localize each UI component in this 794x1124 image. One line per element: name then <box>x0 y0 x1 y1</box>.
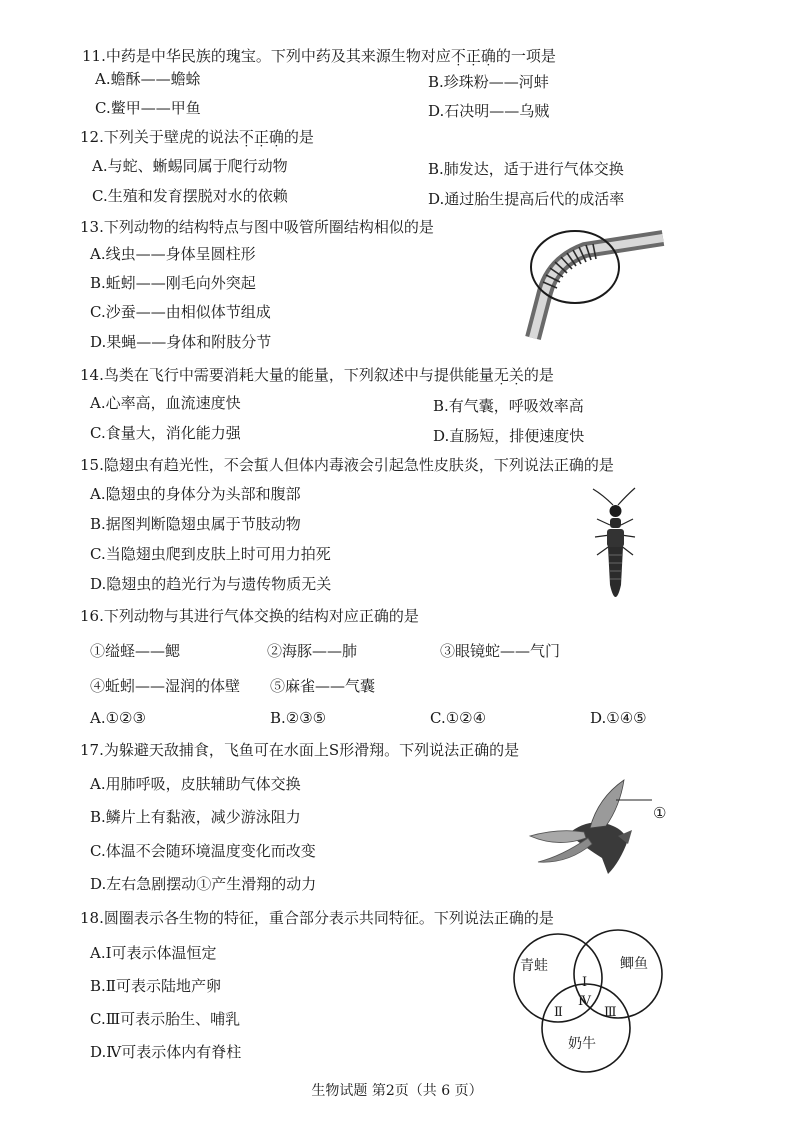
q16-item-3: ③眼镜蛇——气门 <box>440 642 561 660</box>
q16-option-a: A.①②③ <box>90 709 146 727</box>
q11-emphasis <box>451 47 496 65</box>
q12-option-a: A.与蛇、蜥蜴同属于爬行动物 <box>92 157 288 175</box>
q14-option-b: B.有气囊，呼吸效率高 <box>433 397 584 415</box>
emphasis-char: 正 <box>465 47 481 65</box>
venn-label-frog: 青蛙 <box>520 958 548 974</box>
q15-option-c: C.当隐翅虫爬到皮肤上时可用力拍死 <box>90 545 331 563</box>
q13-option-d: D.果蝇——身体和附肢分节 <box>90 333 272 351</box>
q16-item-4: ④蚯蚓——湿润的体壁 <box>90 677 241 695</box>
emphasis-char: 确 <box>268 128 284 146</box>
q18-option-a: A.Ⅰ可表示体温恒定 <box>90 944 217 962</box>
q15-option-b: B.据图判断隐翅虫属于节肢动物 <box>90 515 301 533</box>
rove-beetle-figure <box>585 485 645 610</box>
q16-option-c: C.①②④ <box>430 709 487 727</box>
emphasis-char: 正 <box>253 128 269 146</box>
flying-fish-figure <box>528 778 678 884</box>
q17-option-c: C.体温不会随环境温度变化而改变 <box>90 842 316 860</box>
emphasis-char: 关 <box>508 366 524 384</box>
venn-region-4: Ⅳ <box>578 994 591 1009</box>
q17-stem: 17.为躲避天敌捕食，飞鱼可在水面上S形滑翔。下列说法正确的是 <box>80 741 520 759</box>
page-footer: 生物试题 第2页（共 6 页） <box>311 1083 483 1099</box>
q17-option-b: B.鳞片上有黏液，减少游泳阻力 <box>90 808 301 826</box>
q16-item-2: ②海豚——肺 <box>267 642 358 660</box>
venn-region-3: Ⅲ <box>604 1005 617 1020</box>
q15-option-a: A.隐翅虫的身体分为头部和腹部 <box>90 485 301 503</box>
q12-option-b: B.肺发达，适于进行气体交换 <box>428 160 624 178</box>
q11-option-c: C.鳖甲——甲鱼 <box>95 99 201 117</box>
q12-option-c: C.生殖和发育摆脱对水的依赖 <box>92 187 288 205</box>
venn-region-1: Ⅰ <box>582 975 588 990</box>
q16-stem: 16.下列动物与其进行气体交换的结构对应正确的是 <box>80 607 419 625</box>
q14-emphasis <box>494 366 524 384</box>
venn-diagram <box>510 930 670 1075</box>
q11-stem: 11.中药是中华民族的瑰宝。下列中药及其来源生物对应不正确的一项是 <box>82 47 556 65</box>
emphasis-char: 无 <box>493 366 509 384</box>
highlight-circle <box>531 231 619 303</box>
q13-option-b: B.蚯蚓——刚毛向外突起 <box>90 274 256 292</box>
q12-stem: 12.下列关于壁虎的说法不正确的是 <box>80 128 314 146</box>
q16-option-d: D.①④⑤ <box>590 709 647 727</box>
straw-figure <box>515 222 665 342</box>
q17-option-d: D.左右急剧摆动①产生滑翔的动力 <box>90 875 317 893</box>
q17-option-a: A.用肺呼吸，皮肤辅助气体交换 <box>90 775 301 793</box>
q18-option-d: D.Ⅳ可表示体内有脊柱 <box>90 1043 242 1061</box>
venn-region-2: Ⅱ <box>554 1005 563 1020</box>
q12-emphasis <box>239 128 284 146</box>
venn-label-cow: 奶牛 <box>568 1036 596 1052</box>
q16-item-1: ①缢蛏——鳃 <box>90 642 181 660</box>
q11-option-b: B.珍珠粉——河蚌 <box>428 73 549 91</box>
emphasis-char: 确 <box>480 47 496 65</box>
q11-option-d: D.石决明——乌贼 <box>428 102 550 120</box>
q13-stem: 13.下列动物的结构特点与图中吸管所圈结构相似的是 <box>80 218 434 236</box>
q11-option-a: A.蟾酥——蟾蜍 <box>95 70 201 88</box>
q13-option-a: A.线虫——身体呈圆柱形 <box>90 245 256 263</box>
emphasis-char: 不 <box>450 47 466 65</box>
venn-label-crucian-carp: 鲫鱼 <box>620 956 648 972</box>
q15-stem: 15.隐翅虫有趋光性，不会蜇人但体内毒液会引起急性皮肤炎，下列说法正确的是 <box>80 456 614 474</box>
q14-option-c: C.食量大，消化能力强 <box>90 424 241 442</box>
q14-stem: 14.鸟类在飞行中需要消耗大量的能量，下列叙述中与提供能量无关的是 <box>80 366 554 384</box>
q18-option-c: C.Ⅲ可表示胎生、哺乳 <box>90 1010 241 1028</box>
q16-item-5: ⑤麻雀——气囊 <box>270 677 376 695</box>
emphasis-char: 不 <box>238 128 254 146</box>
q18-option-b: B.Ⅱ可表示陆地产卵 <box>90 977 221 995</box>
q16-option-b: B.②③⑤ <box>270 709 327 727</box>
q12-option-d: D.通过胎生提高后代的成活率 <box>428 190 625 208</box>
flying-fish-label: ① <box>653 804 667 822</box>
q14-option-a: A.心率高，血流速度快 <box>90 394 241 412</box>
q15-option-d: D.隐翅虫的趋光行为与遗传物质无关 <box>90 575 332 593</box>
q14-option-d: D.直肠短，排便速度快 <box>433 427 585 445</box>
q18-stem: 18.圆圈表示各生物的特征，重合部分表示共同特征。下列说法正确的是 <box>80 909 554 927</box>
q13-option-c: C.沙蚕——由相似体节组成 <box>90 303 271 321</box>
